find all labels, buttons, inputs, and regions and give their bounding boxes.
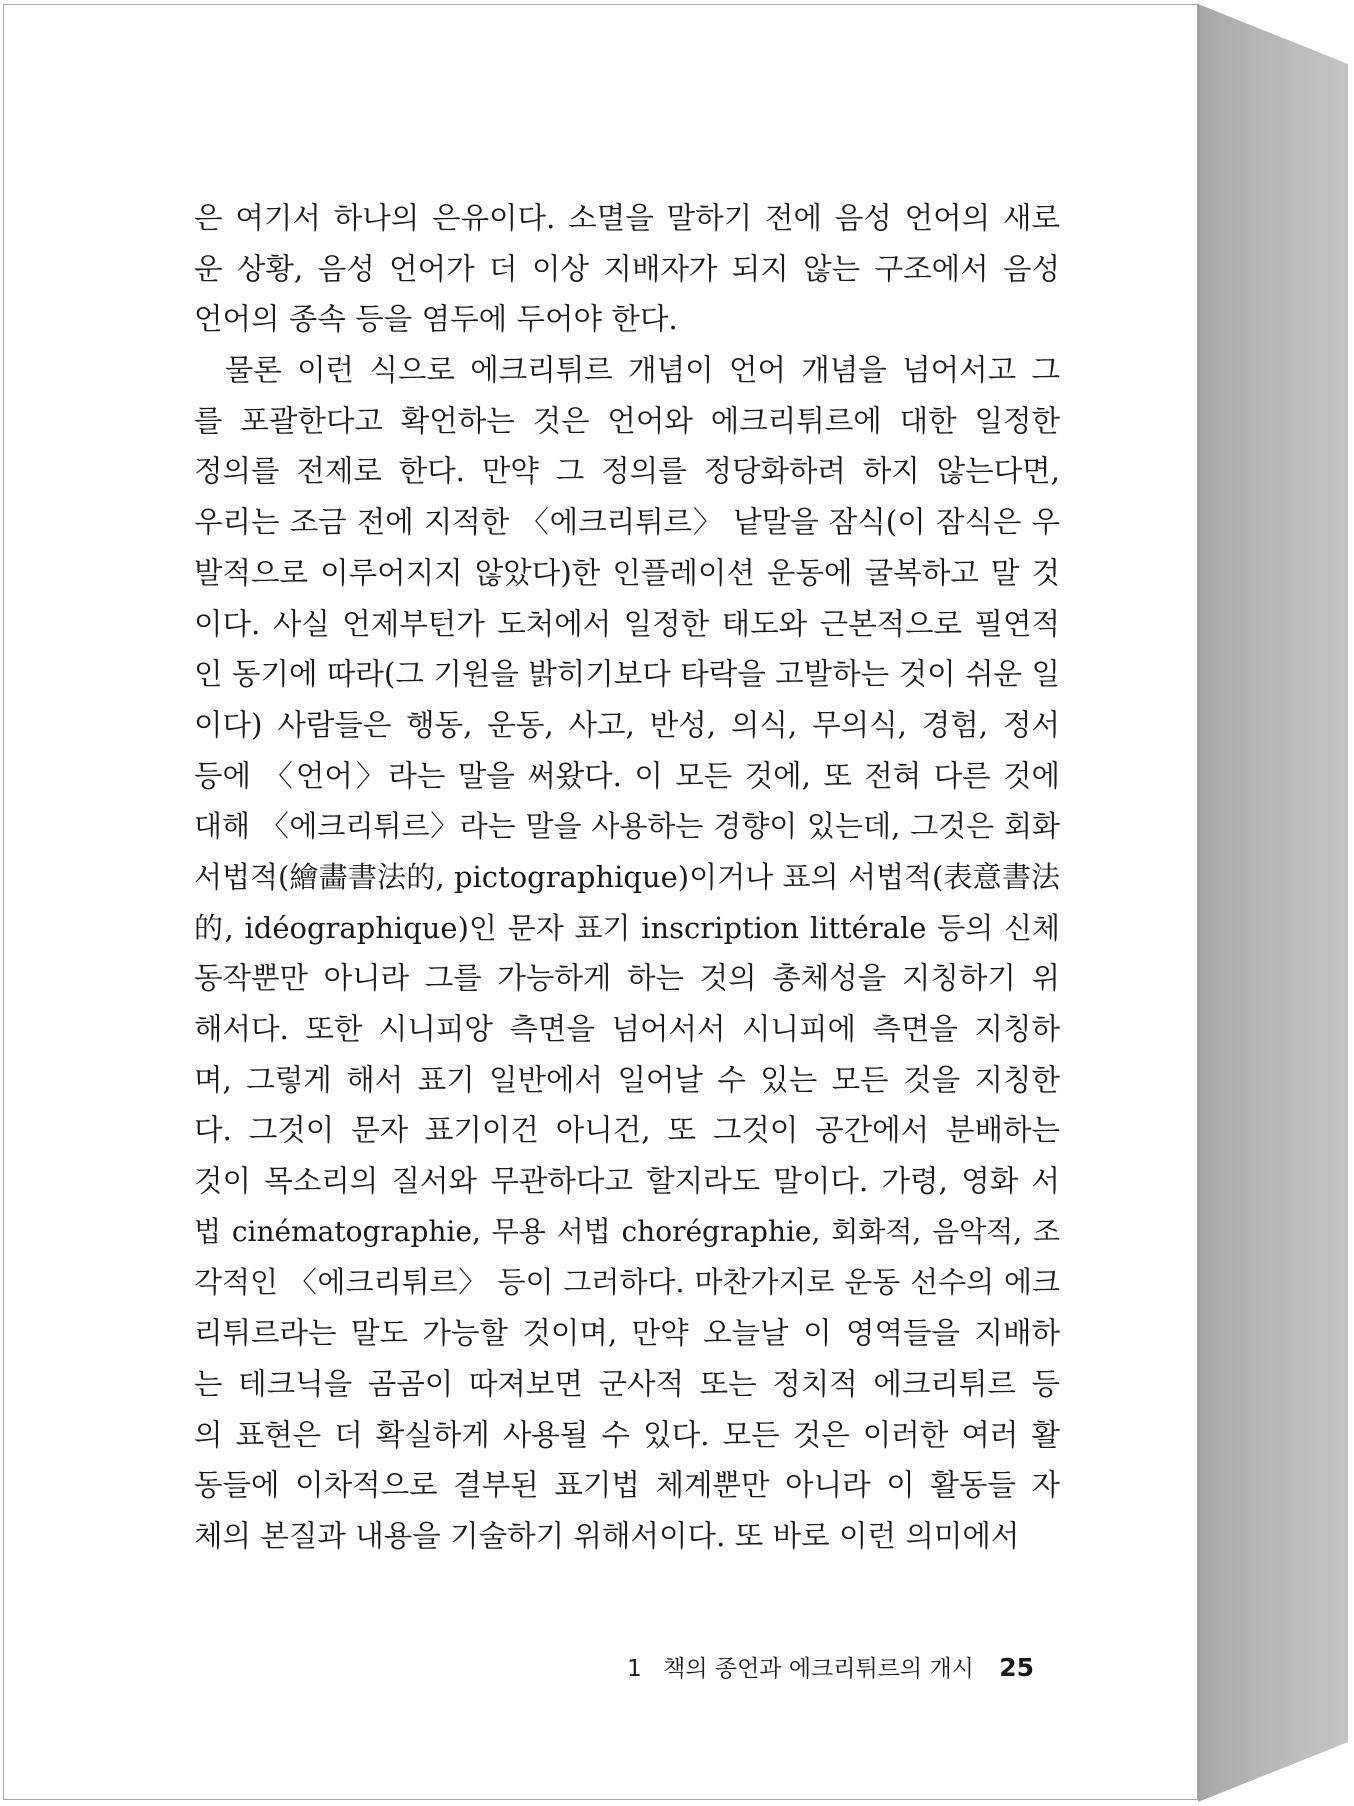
chapter-title: 책의 종언과 에크리튀르의 개시 [663,1656,974,1682]
text-line: 며, 그렇게 해서 표기 일반에서 일어날 수 있는 모든 것을 지칭한 [194,1062,1060,1097]
text-line: 법 cinématographie, 무용 서법 chorégraphie, 회화적, 음악적, 조 [194,1214,1060,1248]
text-line: 은 여기서 하나의 은유이다. 소멸을 말하기 전에 음성 언어의 새로 [194,201,1060,235]
running-footer [594,1645,1034,1691]
text-line: 다. 그것이 문자 표기이건 아니건, 또 그것이 공간에서 분배하는 [194,1113,1060,1148]
text-line: 것이 목소리의 질서와 무관하다고 할지라도 말이다. 가령, 영화 서 [194,1164,1060,1199]
book-spine-edge [1198,4,1348,1802]
text-line: 이다. 사실 언제부턴가 도처에서 일정한 태도와 근본적으로 필연적 [194,606,1060,641]
text-line: 발적으로 이루어지지 않았다)한 인플레이션 운동에 굴복하고 말 것 [194,555,1060,590]
chapter-number: 1 [627,1656,642,1682]
text-line: 대해 〈에크리튀르〉라는 말을 사용하는 경향이 있는데, 그것은 회화 [194,809,1060,844]
text-line: 서법적(繪畵書法的, pictographique)이거나 표의 서법적(表意書法 [194,859,1060,894]
text-line: 를 포괄한다고 확언하는 것은 언어와 에크리튀르에 대한 일정한 [194,403,1060,438]
text-line: 해서다. 또한 시니피앙 측면을 넘어서서 시니피에 측면을 지칭하 [194,1012,1060,1046]
text-line: 는 테크닉을 곰곰이 따져보면 군사적 또는 정치적 에크리튀르 등 [194,1366,1060,1401]
text-line: 리튀르라는 말도 가능할 것이며, 만약 오늘날 이 영역들을 지배하 [194,1316,1060,1351]
text-line: 언어의 종속 등을 염두에 두어야 한다. [194,302,678,337]
text-line: 이다) 사람들은 행동, 운동, 사고, 반성, 의식, 무의식, 경험, 정서 [194,707,1060,742]
text-line: 우리는 조금 전에 지적한 〈에크리튀르〉 낱말을 잠식(이 잠식은 우 [194,505,1060,540]
page-number: 25 [999,1653,1034,1682]
text-line: 인 동기에 따라(그 기원을 밝히기보다 타락을 고발하는 것이 쉬운 일 [194,657,1060,692]
text-line: 물론 이런 식으로 에크리튀르 개념이 언어 개념을 넘어서고 그 [194,353,1060,388]
text-line: 운 상황, 음성 언어가 더 이상 지배자가 되지 않는 구조에서 음성 [194,251,1060,286]
text-line: 체의 본질과 내용을 기술하기 위해서이다. 또 바로 이런 의미에서 [194,1518,1020,1553]
text-line: 등에 〈언어〉라는 말을 써왔다. 이 모든 것에, 또 전혀 다른 것에 [194,758,1060,793]
text-line: 각적인 〈에크리튀르〉 등이 그러하다. 마찬가지로 운동 선수의 에크 [194,1265,1060,1300]
text-line: 동들에 이차적으로 결부된 표기법 체계뿐만 아니라 이 활동들 자 [194,1468,1060,1503]
text-line: 的, idéographique)인 문자 표기 inscription littérale 등의 신체 [194,910,1060,945]
body-text [194,193,1060,1562]
text-line: 정의를 전제로 한다. 만약 그 정의를 정당화하려 하지 않는다면, [194,454,1060,489]
text-line: 동작뿐만 아니라 그를 가능하게 하는 것의 총체성을 지칭하기 위 [194,961,1060,996]
text-line: 의 표현은 더 확실하게 사용될 수 있다. 모든 것은 이러한 여러 활 [194,1417,1060,1452]
book-page [3,4,1198,1800]
